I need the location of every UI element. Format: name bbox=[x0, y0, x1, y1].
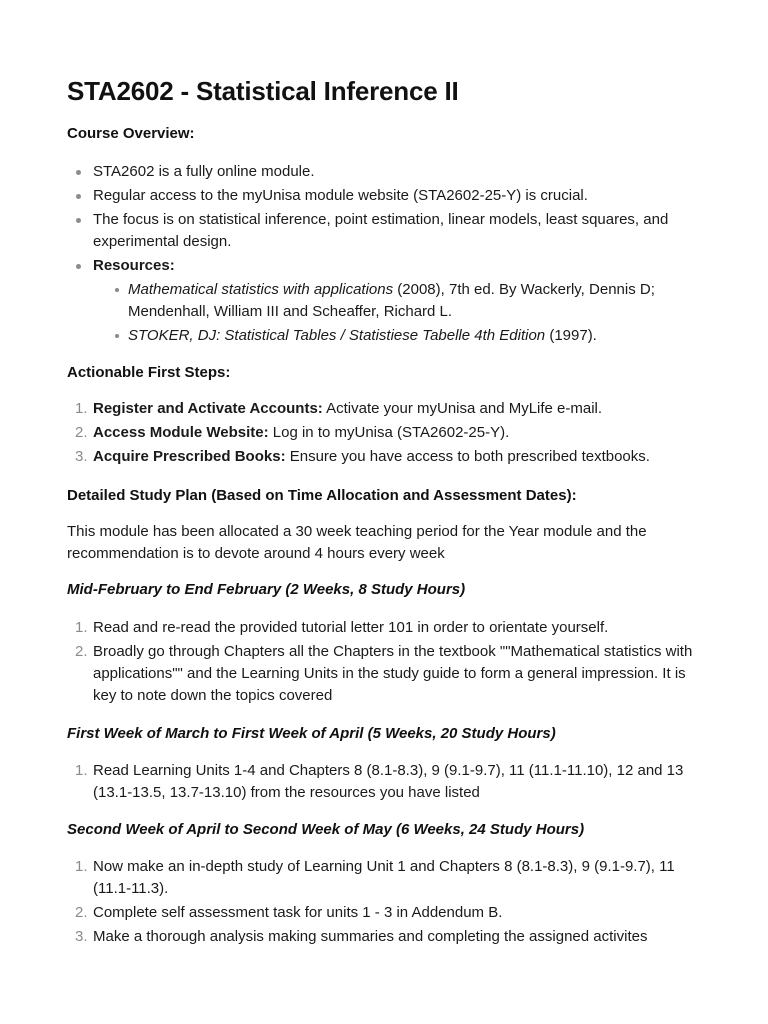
step-text: Log in to myUnisa (STA2602-25-Y). bbox=[268, 424, 510, 441]
list-item bbox=[67, 856, 707, 900]
period-list bbox=[67, 760, 707, 806]
list-number: 3. bbox=[75, 448, 88, 465]
list-number: 2. bbox=[75, 424, 88, 441]
period-list bbox=[67, 856, 707, 950]
resources-label: Resources: bbox=[93, 257, 175, 274]
resource-details: (2008), 7th ed. By Wackerly, Dennis D; Mendenhall, William III and Scheaffer, Richard L. bbox=[128, 281, 655, 320]
list-item bbox=[67, 760, 707, 804]
list-number: 1. bbox=[75, 762, 88, 779]
list-text: Read Learning Units 1-4 and Chapters 8 (8.1-8.3), 9 (9.1-9.7), 11 (11.1-11.10), 12 and 13 (13.1-13.5, 13.7-13.10) from the resources you have listed bbox=[93, 762, 684, 801]
list-text: Broadly go through Chapters all the Chapters in the textbook ""Mathematical statistics with applications"" and the Learning Units in the study guide to form a general impression. It is key to note down the topics covered bbox=[93, 643, 693, 704]
step-text: Activate your myUnisa and MyLife e-mail. bbox=[322, 400, 603, 417]
period-list bbox=[67, 617, 707, 709]
period-heading: First Week of March to First Week of April (5 Weeks, 20 Study Hours) bbox=[67, 725, 556, 742]
list-text: Now make an in-depth study of Learning Unit 1 and Chapters 8 (8.1-8.3), 9 (9.1-9.7), 11 (11.1-11.3). bbox=[93, 858, 675, 897]
course-overview-heading: Course Overview: bbox=[67, 125, 195, 142]
resource-item bbox=[93, 325, 707, 347]
list-text: Complete self assessment task for units 1 - 3 in Addendum B. bbox=[93, 904, 503, 921]
period-heading: Mid-February to End February (2 Weeks, 8 Study Hours) bbox=[67, 581, 466, 598]
step-text: Ensure you have access to both prescribed textbooks. bbox=[285, 448, 650, 465]
resources-item bbox=[67, 255, 707, 347]
list-item bbox=[67, 902, 707, 924]
list-item bbox=[67, 398, 707, 420]
resource-title: STOKER, DJ: Statistical Tables / Statistiese Tabelle 4th Edition bbox=[128, 327, 546, 344]
list-item bbox=[67, 641, 707, 707]
list-number: 1. bbox=[75, 858, 88, 875]
resources-list bbox=[93, 279, 707, 347]
study-plan-heading: Detailed Study Plan (Based on Time Allocation and Assessment Dates): bbox=[67, 487, 577, 504]
first-steps-heading: Actionable First Steps: bbox=[67, 364, 231, 381]
period-heading: Second Week of April to Second Week of May (6 Weeks, 24 Study Hours) bbox=[67, 821, 585, 838]
course-overview-list bbox=[67, 161, 707, 349]
list-number: 2. bbox=[75, 643, 88, 660]
resource-details: (1997). bbox=[545, 327, 597, 344]
list-number: 1. bbox=[75, 400, 88, 417]
resource-item bbox=[93, 279, 707, 323]
step-label: Register and Activate Accounts: bbox=[93, 400, 323, 417]
list-item bbox=[67, 617, 707, 639]
list-item bbox=[67, 422, 707, 444]
list-item bbox=[67, 926, 707, 948]
list-text: Read and re-read the provided tutorial letter 101 in order to orientate yourself. bbox=[93, 619, 609, 636]
step-label: Access Module Website: bbox=[93, 424, 269, 441]
list-text: Make a thorough analysis making summaries and completing the assigned activites bbox=[93, 928, 648, 945]
list-number: 1. bbox=[75, 619, 88, 636]
list-item bbox=[67, 446, 707, 468]
study-plan-intro: This module has been allocated a 30 week teaching period for the Year module and the recommendation is to devote around 4 hours every week bbox=[67, 523, 647, 562]
list-item: The focus is on statistical inference, point estimation, linear models, least squares, and experimental design. bbox=[67, 209, 707, 253]
list-item: Regular access to the myUnisa module website (STA2602-25-Y) is crucial. bbox=[67, 185, 707, 207]
list-number: 2. bbox=[75, 904, 88, 921]
resource-title: Mathematical statistics with applications bbox=[128, 281, 394, 298]
step-label: Acquire Prescribed Books: bbox=[93, 448, 286, 465]
list-item: STA2602 is a fully online module. bbox=[67, 161, 707, 183]
list-number: 3. bbox=[75, 928, 88, 945]
page-title: STA2602 - Statistical Inference II bbox=[67, 76, 459, 106]
first-steps-list bbox=[67, 398, 707, 470]
